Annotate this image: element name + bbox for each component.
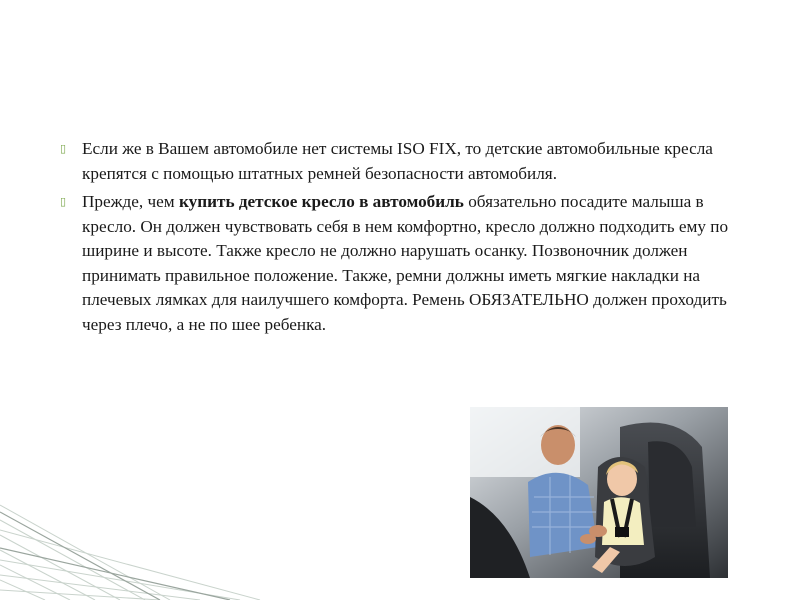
- paragraph-2-link-phrase: купить детское кресло в автомобиль: [178, 192, 464, 211]
- paragraph-2-intro: Прежде, чем: [82, 192, 179, 211]
- car-seat-photo: [470, 407, 728, 578]
- text-body: [60, 137, 750, 341]
- bullet-icon: ▯: [60, 142, 67, 155]
- paragraph-1-text: Если же в Вашем автомобиле нет системы ISO FIX, то детские автомобильные кресла крепятся с помощью штатных ремней безопасности автомобиля.: [82, 139, 713, 183]
- paragraph-2-rest: обязательно посадите малыша в кресло. Он должен чувствовать себя в нем комфортно, кресло должно подходить ему по ширине и высоте. Также кресло не должно нарушать осанку. Позвоночник должен принимать правильное положение. Также, ремни должны иметь мягкие накладки на плечевых лямках для наилучшего комфорта. Ремень ОБЯЗАТЕЛЬНО должен проходить через плечо, а не по шее ребенка.: [82, 192, 729, 334]
- photo-father-child-car-seat-icon: [470, 407, 728, 578]
- bullet-icon: ▯: [60, 195, 67, 208]
- paragraph-iso-fix: [60, 137, 750, 186]
- paragraph-choosing-seat: [60, 190, 750, 337]
